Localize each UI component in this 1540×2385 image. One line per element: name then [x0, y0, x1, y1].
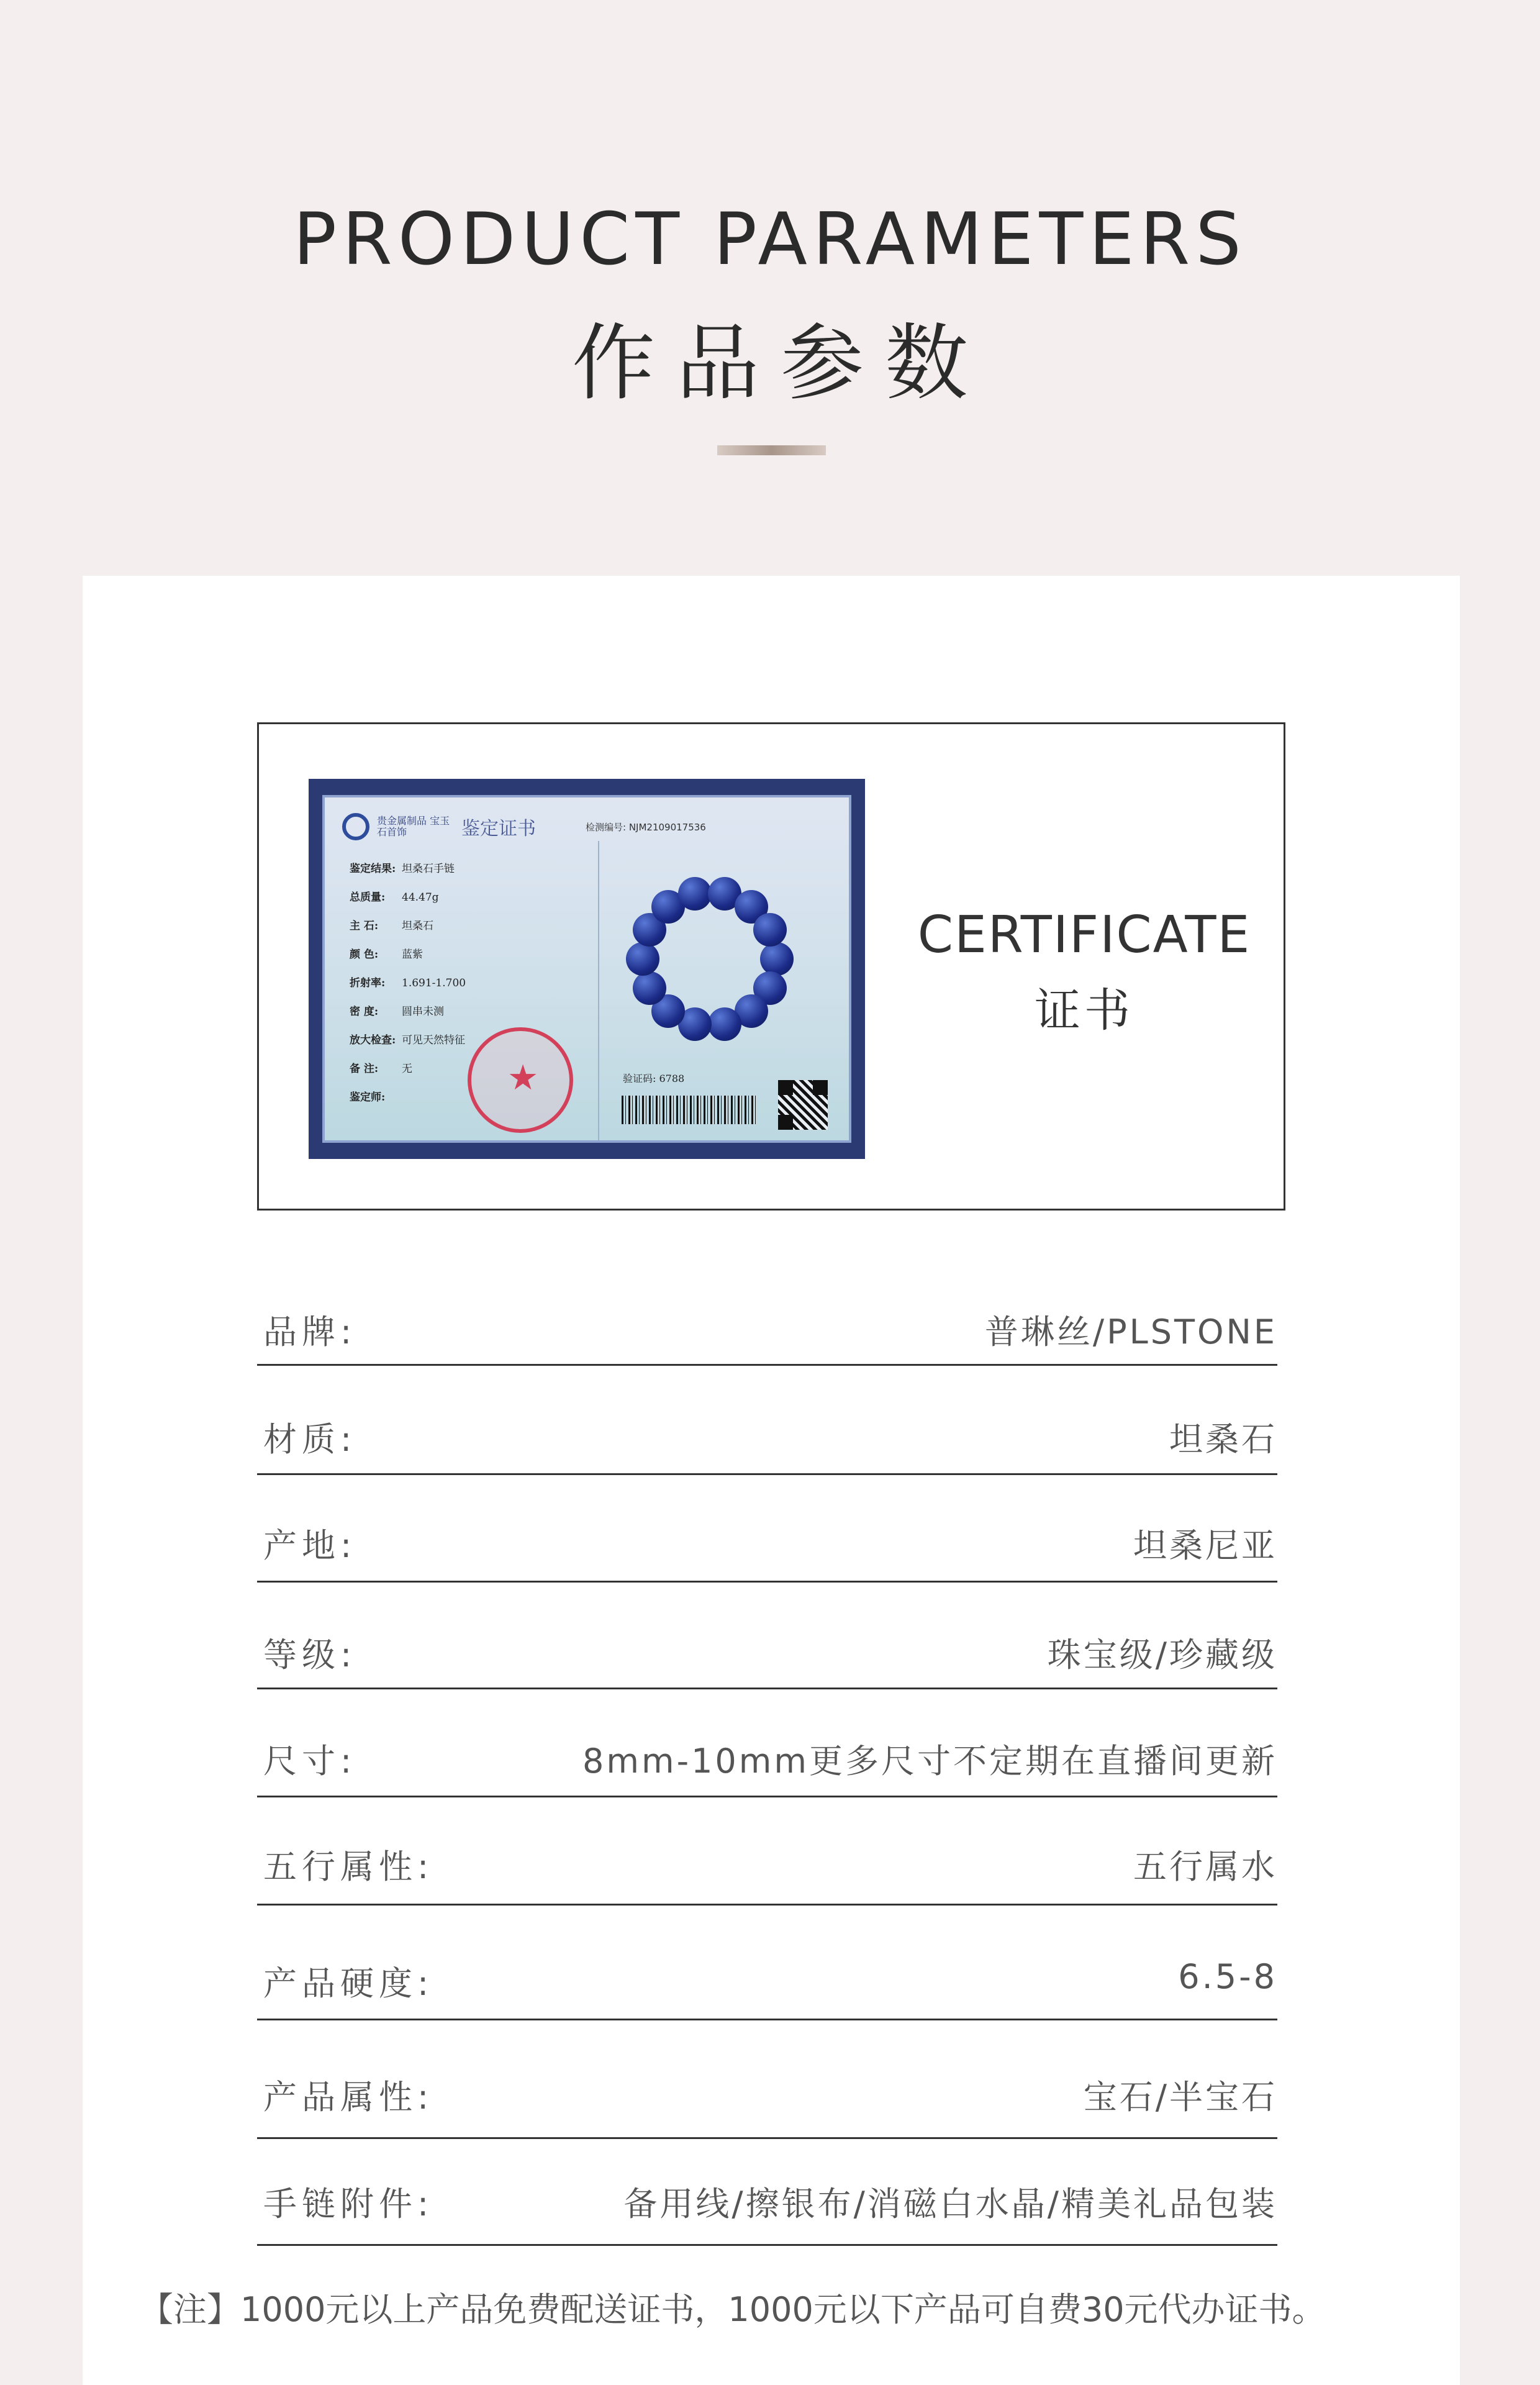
star-icon: ★: [507, 1058, 539, 1098]
parameter-row: [257, 1923, 1277, 2020]
section-title-en: PRODUCT PARAMETERS: [293, 198, 1247, 281]
certificate-box: [257, 722, 1285, 1211]
certificate-field: 总质量: 44.47g: [350, 891, 439, 904]
certificate-doc-title: 鉴定证书: [461, 818, 536, 840]
bead-icon: [626, 942, 659, 976]
parameter-label: 五行属性:: [263, 1847, 434, 1886]
certificate-photo: [309, 779, 865, 1159]
barcode-icon: [622, 1096, 758, 1124]
parameter-row: [257, 1812, 1277, 1906]
parameter-row: [257, 2151, 1277, 2246]
parameter-label: 尺寸:: [263, 1742, 357, 1781]
certificate-field: 鉴定师:: [350, 1091, 386, 1104]
parameter-value: 宝石/半宝石: [1083, 2078, 1277, 2117]
parameter-label: 手链附件:: [263, 2184, 434, 2224]
parameter-label: 材质:: [263, 1420, 357, 1459]
parameter-value: 8mm-10mm更多尺寸不定期在直播间更新: [582, 1742, 1277, 1781]
qr-code-icon: [778, 1080, 828, 1130]
certificate-document: [322, 795, 851, 1143]
certificate-field: 备 注: 无: [350, 1063, 412, 1075]
parameter-row: [257, 1489, 1277, 1583]
parameter-value: 备用线/擦银布/消磁白水晶/精美礼品包装: [623, 2184, 1277, 2224]
title-divider: [717, 445, 826, 455]
parameter-label: 等级:: [263, 1635, 357, 1674]
certificate-field: 主 石: 坦桑石: [350, 920, 433, 932]
verify-code: 验证码: 6788: [623, 1073, 685, 1084]
parameter-label: 产品属性:: [263, 2078, 434, 2117]
parameter-row: [257, 1599, 1277, 1689]
certificate-field: 折射率: 1.691-1.700: [350, 977, 466, 989]
parameter-row: [257, 1706, 1277, 1797]
parameter-value: 普琳丝/PLSTONE: [984, 1312, 1277, 1352]
bead-icon: [708, 1007, 741, 1041]
parameter-value: 6.5-8: [1178, 1957, 1277, 1996]
certificate-header: [342, 811, 851, 842]
parameter-label: 产地:: [263, 1526, 357, 1565]
parameter-label: 品牌:: [263, 1312, 357, 1352]
bead-icon: [760, 942, 794, 976]
parameter-value: 坦桑尼亚: [1133, 1526, 1277, 1565]
certificate-label-cn: 证书: [1035, 984, 1134, 1037]
certificate-note: 【注】1000元以上产品免费配送证书，1000元以下产品可自费30元代办证书。: [140, 2290, 1326, 2329]
certificate-field: 放大检查: 可见天然特征: [350, 1034, 465, 1047]
parameter-row: [257, 1382, 1277, 1475]
certificate-label-en: CERTIFICATE: [917, 906, 1251, 965]
certificate-field: 颜 色: 蓝紫: [350, 948, 423, 961]
parameter-row: [257, 2033, 1277, 2139]
bead-icon: [633, 971, 666, 1005]
official-seal-icon: [468, 1027, 573, 1133]
bead-icon: [753, 913, 787, 947]
parameter-row: [257, 1274, 1277, 1366]
certificate-number: 检测编号: NJM2109017536: [586, 821, 706, 833]
certificate-org: 贵金属制品 宝玉石首饰: [377, 815, 450, 838]
bead-icon: [678, 877, 712, 911]
section-title-cn: 作品参数: [571, 315, 989, 412]
certificate-field: 鉴定结果: 坦桑石手链: [350, 863, 455, 875]
parameter-value: 坦桑石: [1169, 1420, 1277, 1459]
certificate-field: 密 度: 圆串未测: [350, 1006, 444, 1018]
institution-logo-icon: [342, 813, 369, 840]
certificate-divider: [598, 841, 599, 1143]
parameter-value: 珠宝级/珍藏级: [1047, 1635, 1277, 1674]
bracelet-image: [623, 872, 797, 1046]
parameter-label: 产品硬度:: [263, 1964, 434, 2003]
parameter-value: 五行属水: [1133, 1847, 1277, 1886]
